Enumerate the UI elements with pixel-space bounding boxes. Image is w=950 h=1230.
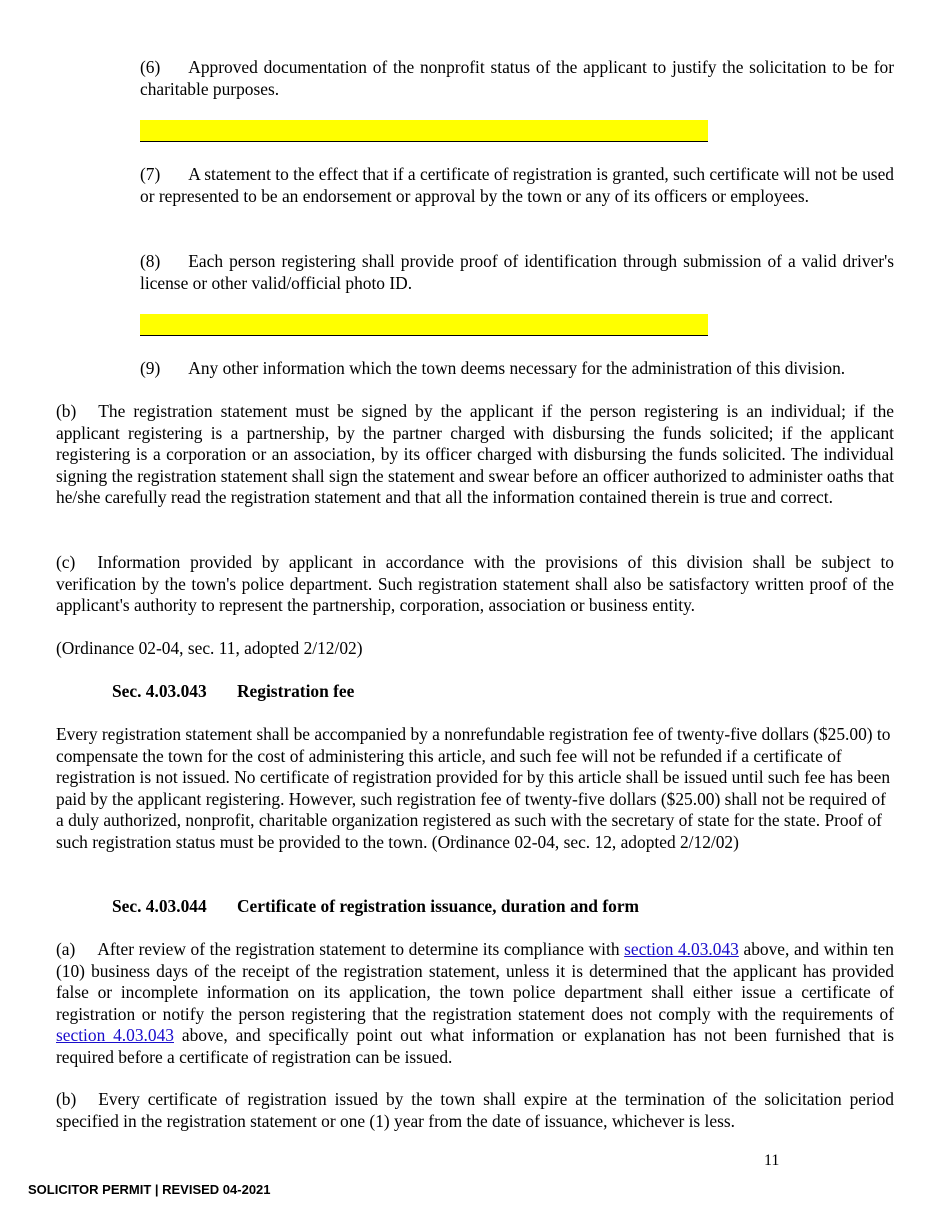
- item-text: Each person registering shall provide proof of identification through submission of a valid driver's license or other valid/official photo ID.: [140, 251, 894, 293]
- item-text: Any other information which the town deems necessary for the administration of this division.: [188, 358, 846, 378]
- paragraph-label: (a): [56, 939, 76, 959]
- item-9: [140, 358, 894, 380]
- paragraph-text: above, and within ten (10) business days of the receipt of the registration statement, unless it is determined that the applicant has provided false or incomplete information on its application, the town police department shall either issue a certificate of registration or notify the person registering that the registration statement does not comply with the requirements of: [56, 939, 894, 1024]
- item-8: [140, 251, 894, 294]
- item-7: [140, 164, 894, 207]
- section-title: Registration fee: [237, 681, 355, 701]
- registration-fee-body: Every registration statement shall be accompanied by a nonrefundable registration fee of twenty-five dollars ($25.00) to compensate the town for the cost of administering this article, and such fee will not be refunded if a certificate of registration is not issued. No certificate of registration provided for by this article shall be issued until such fee has been paid by the applicant registering. However, such registration fee of twenty-five dollars ($25.00) shall not be required of a duly authorized, nonprofit, charitable organization registered as such with the secretary of state for the state. Proof of such registration status must be provided to the town. (Ordinance 02-04, sec. 12, adopted 2/12/02): [56, 724, 891, 852]
- paragraph-text: The registration statement must be signed by the applicant if the person registering is an individual; if the applicant registering is a partnership, by the partner charged with disbursing the funds solicited; if the applicant registering is a corporation or an association, by its officer charged with disbursing the funds solicited. The individual signing the registration statement shall sign the statement and swear before an officer authorized to administer oaths that he/she carefully read the registration statement and that all the information contained therein is true and correct.: [56, 401, 894, 508]
- paragraph-text: Information provided by applicant in accordance with the provisions of this division shall be subject to verification by the town's police department. Such registration statement shall also be satisfactory written proof of the applicant's authority to represent the partnership, corporation, association or business entity.: [56, 552, 894, 616]
- section-number: Sec. 4.03.043: [112, 681, 207, 701]
- paragraph-label: (c): [56, 552, 76, 572]
- item-number: (9): [140, 358, 161, 378]
- section-link[interactable]: section 4.03.043: [624, 939, 739, 959]
- paragraph-a: [56, 939, 894, 1069]
- section-number: Sec. 4.03.044: [112, 896, 207, 916]
- ordinance-citation: (Ordinance 02-04, sec. 11, adopted 2/12/02): [56, 638, 363, 658]
- highlighted-blank-line: [140, 314, 708, 336]
- paragraph-c: [56, 552, 894, 617]
- section-heading-4-03-044: [112, 896, 639, 918]
- section-heading-4-03-043: [112, 681, 354, 703]
- item-number: (6): [140, 57, 161, 77]
- paragraph-b-expiration: [56, 1089, 894, 1132]
- item-text: Approved documentation of the nonprofit status of the applicant to justify the solicitation to be for charitable purposes.: [140, 57, 894, 99]
- paragraph-text: After review of the registration statement to determine its compliance with: [97, 939, 620, 959]
- paragraph-label: (b): [56, 1089, 77, 1109]
- item-6: [140, 57, 894, 100]
- page-number: 11: [764, 1152, 780, 1169]
- highlighted-blank-line: [140, 120, 708, 142]
- paragraph-b: [56, 401, 894, 509]
- footer: SOLICITOR PERMIT | REVISED 04-2021: [28, 1182, 271, 1197]
- paragraph-text: above, and specifically point out what information or explanation has not been furnished that is required before a certificate of registration can be issued.: [56, 1025, 894, 1067]
- item-number: (8): [140, 251, 161, 271]
- item-text: A statement to the effect that if a certificate of registration is granted, such certificate will not be used or represented to be an endorsement or approval by the town or any of its officers or employees.: [140, 164, 894, 206]
- section-link[interactable]: section 4.03.043: [56, 1025, 174, 1046]
- section-title: Certificate of registration issuance, duration and form: [237, 896, 640, 916]
- item-number: (7): [140, 164, 161, 184]
- paragraph-text: Every certificate of registration issued by the town shall expire at the termination of the solicitation period specified in the registration statement or one (1) year from the date of issuance, whichever is less.: [56, 1089, 894, 1131]
- paragraph-label: (b): [56, 401, 77, 421]
